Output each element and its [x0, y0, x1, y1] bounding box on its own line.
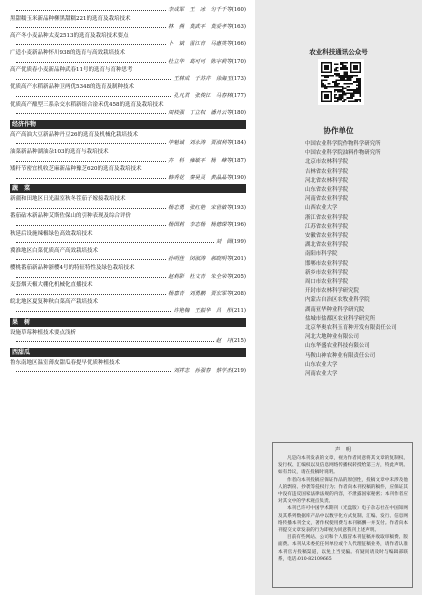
- statement-box: [272, 442, 413, 588]
- article-authors: 赵莉影 杜文青 朱全荣等: [168, 273, 232, 280]
- partner-item: 中国农业科学院油料作物研究所: [305, 150, 381, 157]
- leader-dots: [16, 178, 166, 179]
- partner-item: 新乡市农业科学院: [305, 269, 349, 276]
- leader-dots: [16, 341, 214, 342]
- partner-item: 湖北省农业科学院: [305, 242, 349, 249]
- article-authors: 刘 圆: [215, 239, 232, 246]
- article-title: 麦套烟天椒大棚化机械化直播技术: [10, 282, 93, 289]
- partner-item: 河南省农业科学院: [305, 196, 349, 203]
- toc-entry[interactable]: [10, 329, 246, 346]
- article-meta: [10, 273, 246, 282]
- leader-dots: [16, 161, 166, 162]
- toc-entry[interactable]: [10, 298, 246, 315]
- article-title: 油菜新品种湖油杂103的选育与栽培技术: [10, 148, 109, 155]
- page-number: (160): [231, 7, 246, 13]
- article-title: 设施草莓种植技术要点浅析: [10, 329, 77, 336]
- leader-dots: [16, 294, 166, 295]
- article-authors: 李成军 王 冰 匀千千等: [168, 7, 232, 13]
- page-number: (211): [231, 308, 246, 314]
- partner-item: 江苏省农业科学院: [305, 223, 349, 230]
- partner-item: 山东农业大学: [305, 361, 338, 368]
- page-number: (180): [231, 110, 246, 117]
- article-authors: 杨志勇 张红艳 宋世敏等: [168, 204, 232, 211]
- article-meta: [10, 238, 246, 247]
- toc-entry[interactable]: [10, 83, 246, 100]
- toc-entry[interactable]: [10, 195, 246, 212]
- article-meta: [10, 337, 246, 346]
- page-number: (193): [231, 204, 246, 211]
- article-meta: [10, 204, 246, 213]
- page-number: (199): [231, 239, 246, 246]
- statement-paragraph: 作者向本刊投稿应保证作品的原创性，投稿文章中未涉及他人的剽窃、抄袭等侵权行为；作者向本刊投稿的稿件，应保证其中没有违反国家法律法规的内容，不泄露国家秘密；本刊作者应对其文中的学术观点负责。: [278, 477, 408, 505]
- page-number: (187): [231, 157, 246, 164]
- leader-dots: [16, 27, 166, 28]
- page-number: (163): [231, 24, 246, 31]
- partner-item: 邯郸市农业科学院: [305, 260, 349, 267]
- toc-entry[interactable]: [10, 131, 246, 148]
- article-title: 冀淮地区白菜优质高产高效栽培技术: [10, 247, 99, 254]
- article-title: 秋延后设施辣椒绿色高效栽培技术: [10, 230, 93, 237]
- toc-entry[interactable]: [10, 32, 246, 49]
- article-authors: 赵 丹: [215, 338, 232, 345]
- leader-dots: [16, 96, 171, 97]
- table-of-contents: [10, 6, 246, 592]
- article-meta: [10, 255, 246, 264]
- article-meta: [10, 109, 246, 118]
- toc-entry[interactable]: [10, 247, 246, 264]
- leader-dots: [16, 208, 166, 209]
- qr-code[interactable]: [318, 59, 364, 105]
- statement-paragraph: 凡是向本刊发表的文章，视为作者同意将其文章的复制权、发行权、汇编权以及信息网络传播权转授给第三方，特此声明。如有异议，请在投稿时说明。: [278, 456, 408, 476]
- statement-paragraph: 本刊已许可中国学术期刊（光盘版）电子杂志社在中国知网及其系列数据库产品中以数字化方式复制、汇编、发行、信息网络传播本刊全文，著作权使用费与本刊稿酬一并支付。作者向本刊提交文章发表的行为即视为同意我刊上述声明。: [278, 506, 408, 534]
- leader-dots: [16, 225, 166, 226]
- partner-item: 马鞍山神农种业有限责任公司: [305, 352, 376, 359]
- toc-entry[interactable]: [10, 15, 246, 32]
- leader-dots: [16, 242, 214, 243]
- article-title: 广适小麦新品种怀川938的选育与高效栽培技术: [10, 49, 125, 56]
- article-meta: [10, 40, 246, 49]
- page-number: (173): [231, 75, 246, 82]
- leader-dots: [16, 113, 166, 114]
- article-authors: 杨国莉 李志杨 杨德琛等: [168, 222, 232, 229]
- leader-dots: [16, 277, 166, 278]
- partner-item: 河南农业大学: [305, 371, 338, 378]
- article-meta: [10, 75, 246, 84]
- article-authors: 许艳梅 王振华 吕 彤: [173, 308, 232, 314]
- article-title: 黑甜糯玉米新品种柳黑甜糯221的选育及栽培技术: [10, 15, 131, 22]
- partner-item: 开封市农林科学研究院: [305, 288, 359, 295]
- article-title: 鲁东南地区温室薄皮甜瓜春提早优质种植技术: [10, 359, 121, 366]
- partner-item: 吉林省农业科学院: [305, 168, 349, 175]
- leader-dots: [16, 259, 166, 260]
- toc-entry[interactable]: [10, 212, 246, 229]
- article-title: 皖北地区夏复种秋白菜高产栽培技术: [10, 299, 99, 306]
- statement-title: 声 明: [335, 447, 351, 453]
- article-title: 樱桃番茄新品种浙樱4号的特征特性及绿色栽培技术: [10, 265, 135, 272]
- page-number: (196): [231, 222, 246, 229]
- toc-entry[interactable]: [10, 49, 246, 66]
- partner-item: 河北大地种业有限公司: [305, 334, 359, 341]
- article-title: 番茄砧木新品种艾斯佐保山的引种表现及综合评价: [10, 213, 132, 220]
- article-authors: 韩秀花 秦昊灵 黄晶晶等: [168, 174, 232, 181]
- article-authors: 林 燕 莫武平 莫爱孝等: [168, 24, 232, 31]
- article-meta: [10, 6, 246, 15]
- leader-dots: [16, 62, 166, 63]
- article-authors: 周枝强 丁立权 潘月云等: [168, 110, 232, 117]
- article-meta: [10, 367, 246, 376]
- section-header: 蔬 菜: [10, 184, 246, 193]
- article-meta: [10, 307, 246, 316]
- page-number: (208): [231, 290, 246, 297]
- page-number: (166): [231, 41, 246, 48]
- article-meta: [10, 139, 246, 148]
- partner-item: 湖南亚华种业科学研究院: [305, 306, 365, 313]
- article-meta: [10, 174, 246, 183]
- partner-item: 山西农业大学: [305, 205, 338, 212]
- toc-entry[interactable]: [10, 230, 246, 247]
- article-title: 高产高油大豆新品种丹豆26的选育及机械化栽培技术: [10, 131, 139, 138]
- partner-item: 中国农业科学院作物科学研究所: [305, 141, 381, 147]
- partner-item: 周口市农业科学院: [305, 279, 349, 286]
- toc-entry[interactable]: [10, 165, 246, 182]
- toc-entry[interactable]: [10, 6, 246, 15]
- partner-item: 南阳市科学院: [305, 251, 338, 258]
- partner-item: 山东华盛农业科技有限公司: [305, 343, 370, 350]
- article-authors: 毕魁诚 刘永涛 贾淑利等: [168, 140, 232, 147]
- section-header: 经济作物: [10, 120, 246, 129]
- toc-entry[interactable]: [10, 359, 246, 376]
- article-meta: [10, 58, 246, 67]
- article-meta: [10, 92, 246, 101]
- partner-item: 河北省农林科学院: [305, 177, 349, 184]
- leader-dots: [16, 371, 171, 372]
- article-authors: 刘祥志 孙强春 蔡学杰: [173, 368, 232, 375]
- article-authors: 卜 斌 雷江育 马惠英等: [168, 41, 232, 48]
- partner-item: 北京华奥农科玉育种开发有限责任公司: [305, 325, 397, 332]
- page-number: (170): [231, 58, 246, 65]
- article-title: 新疆和田地区日光温室秋冬茬茄子嫁接栽培技术: [10, 196, 126, 203]
- page-number: (201): [231, 256, 246, 263]
- article-authors: 杨嘉青 刘勇鹏 贾宏军等: [168, 290, 232, 297]
- article-title: 矮秆节密宜机收芝麻新品种豫芝620的选育及栽培技术: [10, 166, 142, 173]
- article-meta: [10, 157, 246, 166]
- qr-title: 农业科技通讯公众号: [309, 48, 368, 56]
- partners-list: [305, 140, 397, 379]
- toc-entry[interactable]: [10, 101, 246, 118]
- article-meta: [10, 23, 246, 32]
- toc-entry[interactable]: [10, 264, 246, 281]
- page-number: (215): [231, 338, 246, 345]
- article-title: 优质高产水稻新品种卫两优5348的选育及制种技术: [10, 84, 134, 91]
- article-authors: 卉 科 雍敏平 杨 峰等: [168, 157, 232, 164]
- article-title: 高产冬小麦品种太麦2513的选育及栽培技术要点: [10, 32, 129, 39]
- article-title: 优质高产酿型三系杂交水稻新组合淦禾优458的选育及栽培技术: [10, 101, 164, 108]
- leader-dots: [16, 10, 166, 11]
- page-number: (205): [231, 273, 246, 280]
- article-title: 高产优质春小麦新品种武春11号的选育与育种思考: [10, 67, 133, 74]
- leader-dots: [16, 79, 171, 80]
- qr-code-icon: [321, 62, 361, 102]
- partner-item: 山东省农业科学院: [305, 187, 349, 194]
- article-meta: [10, 290, 246, 299]
- leader-dots: [16, 44, 166, 45]
- partners-title: 协作单位: [323, 126, 354, 135]
- page-number: (184): [231, 140, 246, 147]
- toc-entry[interactable]: [10, 66, 246, 83]
- partner-item: 内蒙古自治区农牧业科学院: [305, 297, 370, 304]
- partner-item: 浙江省农业科学院: [305, 214, 349, 221]
- partner-item: 安徽省农业科学院: [305, 233, 349, 240]
- page-number: (219): [231, 368, 246, 375]
- leader-dots: [16, 311, 171, 312]
- toc-entry[interactable]: [10, 148, 246, 165]
- toc-entry[interactable]: [10, 281, 246, 298]
- partner-item: 盐城市盐都区农业科学研究所: [305, 315, 376, 322]
- section-header: 西甜瓜: [10, 348, 246, 357]
- article-authors: 杜立华 葛可可 陈宇莉等: [168, 58, 232, 65]
- partner-item: 北京市农林科学院: [305, 159, 349, 166]
- leader-dots: [16, 143, 166, 144]
- sidebar-panel: [255, 0, 427, 595]
- article-authors: 孙明佳 闵淑涛 郝晓明等: [168, 256, 232, 263]
- page-number: (190): [231, 174, 246, 181]
- page-number: (177): [231, 92, 246, 99]
- section-header: 果 树: [10, 318, 246, 327]
- article-authors: 孔凡君 张俊江 马春林: [173, 92, 232, 99]
- statement-body: [278, 455, 408, 563]
- article-authors: 王林成 于苏芹 徐海玉: [173, 75, 232, 82]
- article-meta: [10, 221, 246, 230]
- statement-paragraph: 目前有些网站、公司和个人假冒本刊征稿并收取审稿费、版面费。本刊从未委托任何单位或个人代理征稿业务，请作者认准本刊官方投稿渠道，以免上当受骗。有疑问请及时与编辑部联系，电话:010-82109665: [278, 535, 408, 562]
